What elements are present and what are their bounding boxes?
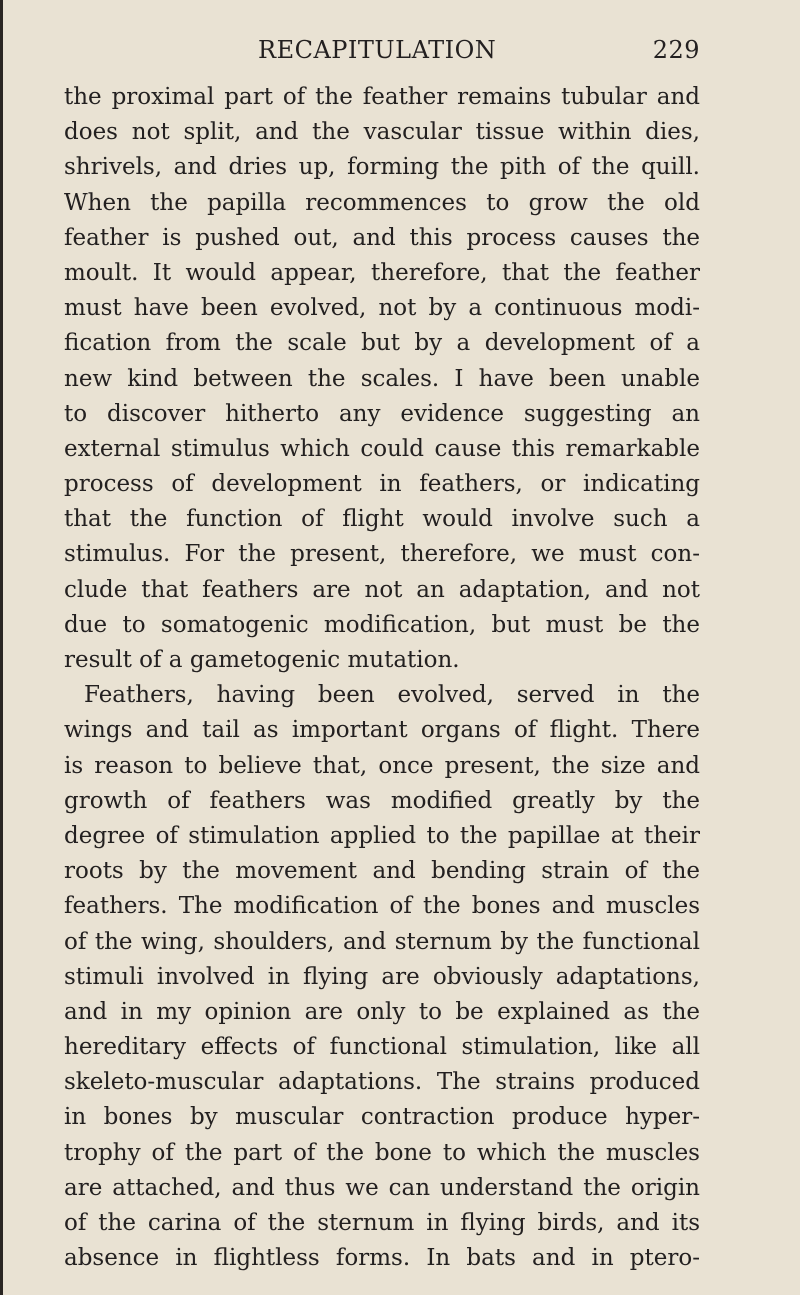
text-line: clude that feathers are not an adaptation, and not bbox=[64, 576, 700, 603]
text-line: feather is pushed out, and this process causes the bbox=[64, 224, 700, 251]
text-line: wings and tail as important organs of flight. There bbox=[64, 717, 700, 744]
text-line: process of development in feathers, or indicating bbox=[64, 471, 700, 498]
text-line: to discover hitherto any evidence suggesting an bbox=[64, 400, 700, 427]
text-line: degree of stimulation applied to the papillae at their bbox=[64, 822, 700, 849]
text-line: trophy of the part of the bone to which the muscles bbox=[64, 1139, 700, 1166]
text-line: in bones by muscular contraction produce hyper- bbox=[64, 1104, 700, 1131]
text-line: must have been evolved, not by a continuous modi- bbox=[64, 295, 700, 322]
text-line: skeleto-muscular adaptations. The strains produced bbox=[64, 1069, 700, 1096]
text-line: of the wing, shoulders, and sternum by the functional bbox=[64, 928, 700, 955]
text-line: growth of feathers was modified greatly by the bbox=[64, 787, 700, 814]
text-line: the proximal part of the feather remains tubular and bbox=[64, 84, 700, 110]
text-line: due to somatogenic modification, but must be the bbox=[64, 611, 700, 638]
running-title: RECAPITULATION bbox=[258, 36, 497, 64]
text-line: roots by the movement and bending strain of the bbox=[64, 858, 700, 885]
text-line: hereditary effects of functional stimulation, like all bbox=[64, 1034, 700, 1061]
text-line: stimulus. For the present, therefore, we must con- bbox=[64, 541, 700, 568]
page-number: 229 bbox=[652, 36, 700, 64]
text-line: moult. It would appear, therefore, that the feather bbox=[64, 259, 700, 286]
book-page bbox=[64, 36, 700, 1276]
text-line: shrivels, and dries up, forming the pith of the quill. bbox=[64, 154, 700, 181]
body-text bbox=[64, 80, 700, 1276]
text-line: absence in flightless forms. In bats and in ptero- bbox=[64, 1245, 700, 1272]
page-binding-edge bbox=[0, 0, 3, 1295]
text-line: does not split, and the vascular tissue within dies, bbox=[64, 119, 700, 146]
running-head bbox=[64, 36, 700, 76]
text-line: result of a gametogenic mutation. bbox=[64, 647, 460, 673]
text-line: When the papilla recommences to grow the old bbox=[64, 189, 700, 216]
text-line: and in my opinion are only to be explained as the bbox=[64, 998, 700, 1025]
text-line: new kind between the scales. I have been unable bbox=[64, 365, 700, 392]
text-line: external stimulus which could cause this remarkable bbox=[64, 435, 700, 462]
text-line: is reason to believe that, once present, the size and bbox=[64, 752, 700, 779]
text-line: of the carina of the sternum in flying birds, and its bbox=[64, 1210, 700, 1236]
text-line: feathers. The modification of the bones and muscles bbox=[64, 893, 700, 920]
text-line: that the function of flight would involve such a bbox=[64, 506, 700, 533]
text-line: Feathers, having been evolved, served in the bbox=[84, 682, 700, 709]
text-line: fication from the scale but by a development of a bbox=[64, 330, 700, 357]
text-line: stimuli involved in flying are obviously adaptations, bbox=[64, 963, 700, 990]
text-line: are attached, and thus we can understand the origin bbox=[64, 1174, 700, 1201]
